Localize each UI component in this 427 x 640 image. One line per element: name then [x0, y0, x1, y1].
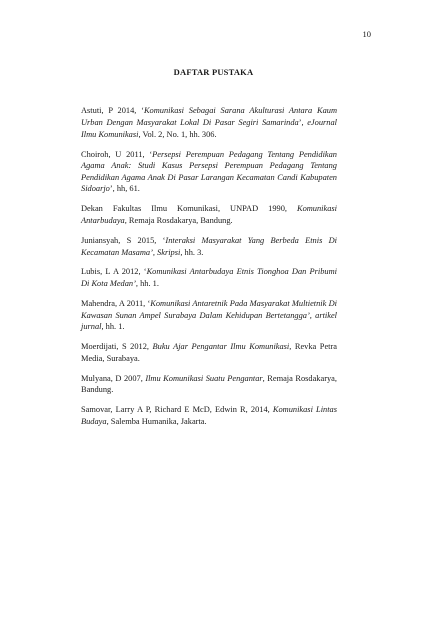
reference-entry: Mahendra, A 2011, ‘Komunikasi Antaretnik Pada Masyarakat Multietnik Di Kawasan Sunan Ampel Surabaya Dalam Kehidupan Bertetangga’, artikel jurnal, hh. 1. — [81, 299, 337, 332]
reference-entry: Lubis, L A 2012, ‘Komunikasi Antarbudaya Etnis Tionghoa Dan Pribumi Di Kota Medan’, hh. 1. — [81, 267, 337, 289]
reference-entry: Juniansyah, S 2015, ‘Interaksi Masyarakat Yang Berbeda Etnis Di Kecamatan Masama’, Skripsi, hh. 3. — [81, 235, 337, 257]
reference-entry: Dekan Fakultas Ilmu Komunikasi, UNPAD 1990, Komunikasi Antarbudaya, Remaja Rosdakarya, Bandung. — [81, 204, 337, 225]
reference-entry: Samovar, Larry A P, Richard E McD, Edwin R, 2014, Komunikasi Lintas Budaya, Salemba Humanika, Jakarta. — [81, 405, 337, 426]
reference-entry: Astuti, P 2014, ‘Komunikasi Sebagai Sarana Akulturasi Antara Kaum Urban Dengan Masyarakat Lokal Di Pasar Segiri Samarinda’, eJournal Ilmu Komunikasi, Vol. 2, No. 1, hh. 306. — [81, 106, 337, 139]
reference-list — [81, 97, 337, 435]
page-number: 10 — [362, 29, 371, 39]
reference-entry: Mulyana, D 2007, Ilmu Komunikasi Suatu Pengantar, Remaja Rosdakarya, Bandung. — [81, 373, 337, 395]
reference-entry: Moerdijati, S 2012, Buku Ajar Pengantar Ilmu Komunikasi, Revka Petra Media, Surabaya. — [81, 342, 338, 363]
reference-entry: Choiroh, U 2011, ‘Persepsi Perempuan Pedagang Tentang Pendidikan Agama Anak: Studi Kasus Persepsi Perempuan Pedagang Tentang Pendidikan Agama Anak Di Pasar Larangan Kecamatan Candi Kabupaten Sidoarjo’, hh, 61. — [81, 149, 337, 194]
page-title: DAFTAR PUSTAKA — [173, 67, 254, 77]
